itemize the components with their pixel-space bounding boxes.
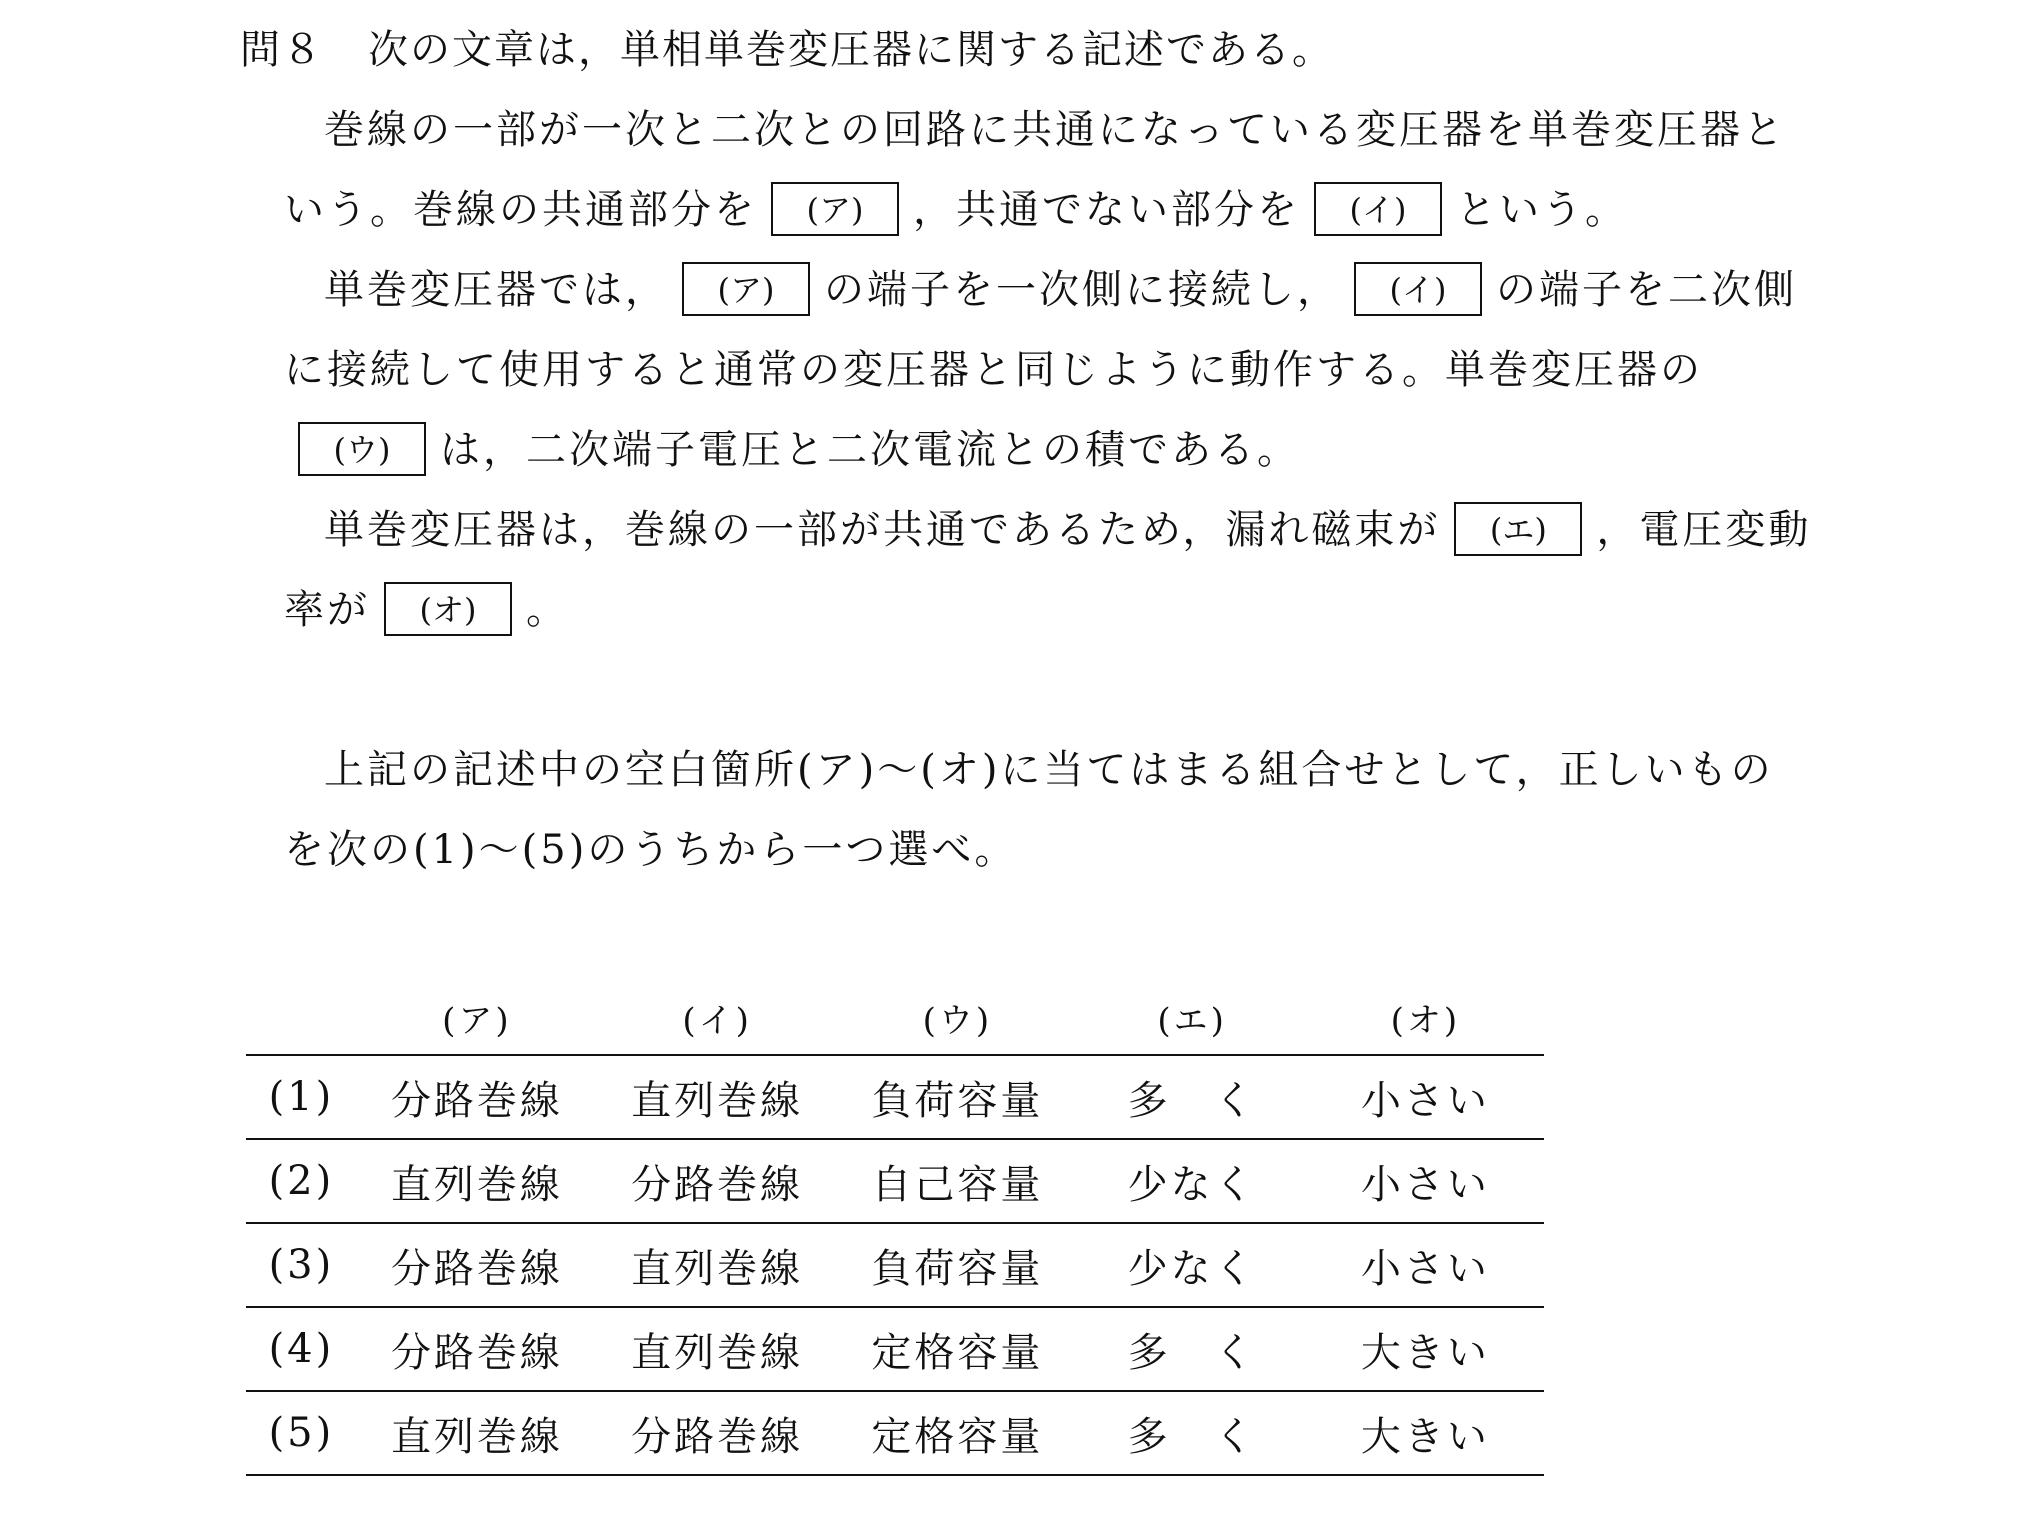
table-row[interactable] xyxy=(246,1223,1544,1307)
blank-box-a: (ア) xyxy=(771,182,899,236)
table-cell: 多 く xyxy=(1077,1391,1306,1475)
blank-box-u: (ウ) xyxy=(298,422,426,476)
table-cell: 分路巻線 xyxy=(597,1391,837,1475)
instruction-text: 上記の記述中の空白箇所(ア)～(オ)に当てはまる組合せとして，正しいものを次の(1)～(5)のうちから一つ選べ。 xyxy=(284,747,1774,873)
table-cell: 少なく xyxy=(1077,1139,1306,1223)
table-header-row xyxy=(246,980,1544,1055)
choice-number: (2) xyxy=(246,1139,357,1223)
header-cell: (オ) xyxy=(1307,980,1544,1055)
passage-text: 。 xyxy=(526,587,569,633)
choice-number: (4) xyxy=(246,1307,357,1391)
passage-text: 単巻変圧器は，巻線の一部が共通であるため，漏れ磁束が xyxy=(324,507,1441,553)
passage-text: は，二次端子電圧と二次電流との積である。 xyxy=(440,427,1300,473)
passage-text: という。 xyxy=(1456,187,1628,233)
passage-text: の端子を一次側に接続し， xyxy=(824,267,1340,313)
header-cell: (イ) xyxy=(597,980,837,1055)
table-cell: 大きい xyxy=(1307,1307,1544,1391)
passage-paragraph-1 xyxy=(284,90,1814,250)
blank-box-i: (イ) xyxy=(1354,262,1482,316)
table-cell: 分路巻線 xyxy=(357,1223,597,1307)
table-cell: 自己容量 xyxy=(837,1139,1077,1223)
table-row[interactable] xyxy=(246,1391,1544,1475)
table-cell: 負荷容量 xyxy=(837,1055,1077,1139)
table-row[interactable] xyxy=(246,1139,1544,1223)
blank-box-o: (オ) xyxy=(384,582,512,636)
table-row[interactable] xyxy=(246,1307,1544,1391)
blank-box-i: (イ) xyxy=(1314,182,1442,236)
table-cell: 負荷容量 xyxy=(837,1223,1077,1307)
passage-text: 巻線の一部が一次と二次との回路に共通になっている変圧器を単巻変圧器という。巻線の共通部分を xyxy=(284,107,1786,233)
table-cell: 直列巻線 xyxy=(597,1055,837,1139)
table-row[interactable] xyxy=(246,1055,1544,1139)
passage-text: ，共通でない部分を xyxy=(913,187,1300,233)
table-cell: 小さい xyxy=(1307,1223,1544,1307)
table-cell: 大きい xyxy=(1307,1391,1544,1475)
question-stem: 次の文章は，単相単巻変圧器に関する記述である。 xyxy=(368,27,1334,73)
answer-choices-table xyxy=(246,980,1544,1476)
blank-box-e: (エ) xyxy=(1454,502,1582,556)
header-cell: (ア) xyxy=(357,980,597,1055)
question-number: 問８ xyxy=(240,27,324,73)
table-cell: 分路巻線 xyxy=(357,1307,597,1391)
table-cell: 多 く xyxy=(1077,1307,1306,1391)
table-cell: 直列巻線 xyxy=(597,1223,837,1307)
table-cell: 少なく xyxy=(1077,1223,1306,1307)
table-cell: 定格容量 xyxy=(837,1391,1077,1475)
table-cell: 分路巻線 xyxy=(357,1055,597,1139)
passage-text: 単巻変圧器では， xyxy=(324,267,668,313)
passage-text: の端子を二次側に接続して使用すると通常の変圧器と同じように動作する。単巻変圧器の xyxy=(284,267,1797,393)
passage-paragraph-3 xyxy=(284,490,1814,650)
table-cell: 直列巻線 xyxy=(597,1307,837,1391)
question-header xyxy=(240,22,1334,78)
table-cell: 多 く xyxy=(1077,1055,1306,1139)
header-cell xyxy=(246,980,357,1055)
choice-number: (3) xyxy=(246,1223,357,1307)
table-cell: 小さい xyxy=(1307,1055,1544,1139)
table-cell: 直列巻線 xyxy=(357,1391,597,1475)
choice-number: (1) xyxy=(246,1055,357,1139)
table-cell: 直列巻線 xyxy=(357,1139,597,1223)
table-cell: 小さい xyxy=(1307,1139,1544,1223)
passage-text: ，電圧変動率が xyxy=(284,507,1812,633)
header-cell: (ウ) xyxy=(837,980,1077,1055)
table-cell: 定格容量 xyxy=(837,1307,1077,1391)
choice-number: (5) xyxy=(246,1391,357,1475)
passage-paragraph-2 xyxy=(284,250,1814,490)
blank-box-a: (ア) xyxy=(682,262,810,316)
header-cell: (エ) xyxy=(1077,980,1306,1055)
table-cell: 分路巻線 xyxy=(597,1139,837,1223)
